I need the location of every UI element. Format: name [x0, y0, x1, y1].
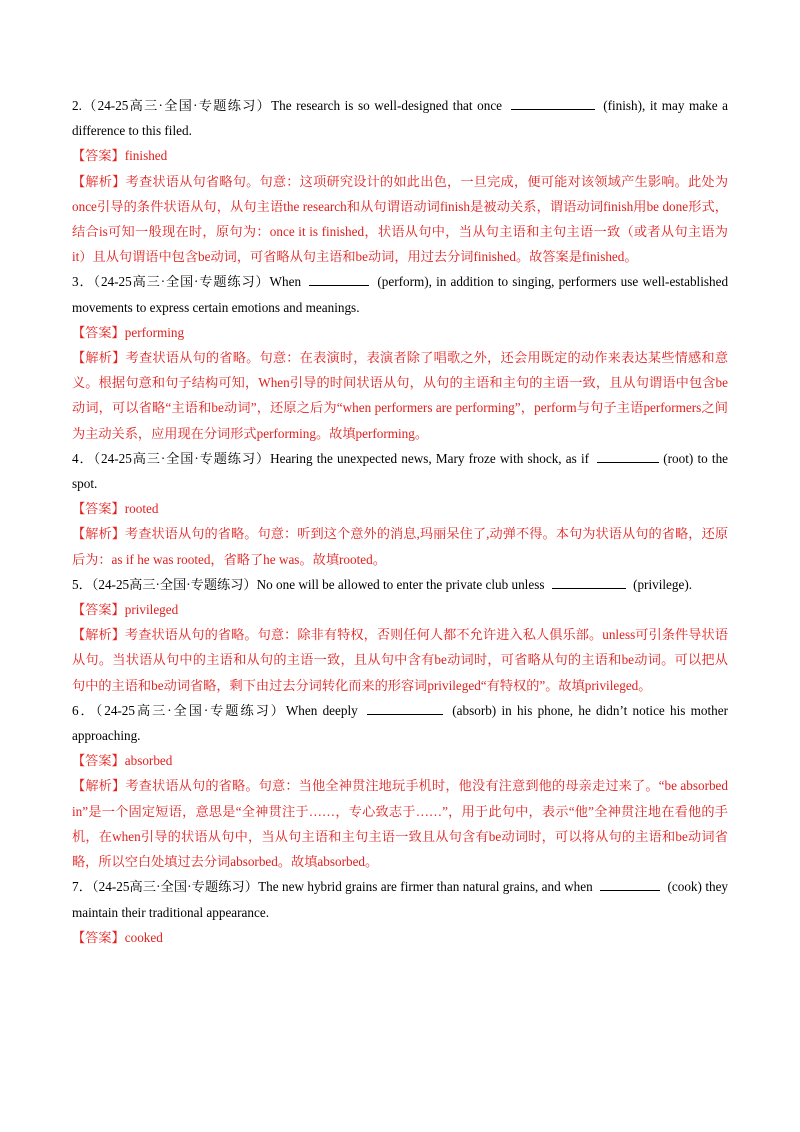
question-number: 5．	[72, 576, 92, 592]
stem-hint: (root) to the spot.	[72, 450, 729, 492]
answer-blank	[511, 96, 595, 110]
analysis-line	[72, 622, 728, 698]
worksheet-page	[72, 93, 728, 950]
stem-hint: (finish), it may make a difference to this filed.	[72, 98, 729, 139]
question-source: （24-25高三·全国·专题练习）	[93, 274, 270, 290]
answer-line	[72, 597, 728, 622]
question-number: 4．	[72, 450, 94, 466]
question-stem	[72, 572, 728, 597]
answer-line	[72, 925, 728, 950]
answer-tag: 【答案】	[72, 148, 125, 164]
analysis-text: 考查状语从句的省略。句意：在表演时，表演者除了唱歌之外，还会用既定的动作来表达某些情感和意义。根据句意和句子结构可知，When引导的时间状语从句，从句的主语和主句的主语一致，且从句谓语中包含be动词，可以省略“主语和be动词”，还原之后为“when performers are performing”，perform与句子主语performers之间为主动关系，应用现在分词形式performing。故填performing。	[72, 350, 729, 441]
answer-text: finished	[124, 148, 168, 164]
stem-hint: (cook) they maintain their traditional appearance.	[72, 879, 729, 920]
analysis-line	[72, 169, 728, 270]
analysis-tag: 【解析】	[72, 350, 126, 366]
question-4	[72, 446, 728, 572]
stem-hint: (absorb) in his phone, he didn’t notice his mother approaching.	[72, 702, 729, 744]
question-7	[72, 874, 728, 950]
question-source: （24-25高三·全国·专题练习）	[93, 450, 271, 466]
answer-blank	[367, 701, 443, 715]
stem-text: When deeply	[285, 702, 358, 718]
answer-tag: 【答案】	[72, 501, 125, 517]
analysis-line	[72, 345, 728, 446]
question-source: （24-25高三·全国·专题练习）	[95, 702, 286, 718]
answer-tag: 【答案】	[72, 324, 125, 340]
answer-line	[72, 320, 728, 345]
answer-blank	[600, 877, 660, 891]
answer-text: cooked	[124, 929, 163, 945]
question-stem	[72, 874, 728, 924]
answer-blank	[309, 272, 369, 286]
stem-hint: (privilege).	[633, 576, 693, 592]
question-6	[72, 698, 728, 874]
analysis-text: 考查状语从句的省略。句意：听到这个意外的消息,玛丽呆住了,动弹不得。本句为状语从句的省略，还原后为：as if he was rooted，省略了he was。故填rooted。	[72, 526, 729, 567]
stem-text: When	[269, 274, 302, 290]
question-number: 3．	[72, 274, 94, 290]
question-stem	[72, 446, 728, 496]
analysis-line	[72, 773, 728, 874]
answer-blank	[597, 449, 659, 463]
answer-tag: 【答案】	[72, 602, 125, 618]
answer-line	[72, 496, 728, 521]
question-2	[72, 93, 728, 269]
analysis-text: 考查状语从句的省略。句意：当他全神贯注地玩手机时，他没有注意到他的母亲走过来了。“be absorbed in”是一个固定短语，意思是“全神贯注于……，专心致志于……”，用于此句中，表示“他”全神贯注地在看他的手机，在when引导的状语从句中，当从句主语和主句主语一致且从句含有be动词时，可以将从句的主语和be动词省略，所以空白处填过去分词absorbed。故填absorbed。	[72, 778, 729, 870]
question-stem	[72, 269, 728, 319]
question-source: （24-25高三·全国·专题练习）	[81, 98, 272, 113]
answer-text: absorbed	[124, 753, 173, 769]
answer-line	[72, 748, 728, 773]
answer-tag: 【答案】	[72, 929, 125, 945]
question-number: 6．	[72, 702, 96, 718]
analysis-tag: 【解析】	[72, 627, 126, 643]
answer-line	[72, 143, 728, 168]
question-stem	[72, 698, 728, 748]
analysis-tag: 【解析】	[72, 526, 126, 542]
question-number: 7．	[72, 879, 92, 895]
question-stem	[72, 93, 728, 143]
analysis-tag: 【解析】	[72, 778, 126, 794]
answer-text: performing	[124, 324, 185, 340]
analysis-tag: 【解析】	[72, 173, 126, 189]
answer-text: privileged	[124, 602, 179, 618]
stem-hint: (perform), in addition to singing, performers use well-established movements to express certain emotions and meanings.	[72, 274, 729, 315]
analysis-line	[72, 521, 728, 571]
answer-blank	[552, 575, 626, 589]
question-5	[72, 572, 728, 698]
analysis-text: 考查状语从句省略句。句意：这项研究设计的如此出色，一旦完成，便可能对该领域产生影响。此处为once引导的条件状语从句，从句主语the research和从句谓语动词finish是被动关系，谓语动词finish用be done形式，结合is可知一般现在时，原句为：once it is finished，状语从句中，当从句主语和主句主语一致（或者从句主语为it）且从句谓语中包含be动词，可省略从句主语和be动词，用过去分词finished。故答案是finished。	[72, 173, 729, 265]
stem-text: No one will be allowed to enter the private club unless	[256, 576, 545, 592]
question-3	[72, 269, 728, 445]
stem-text: The new hybrid grains are firmer than natural grains, and when	[258, 879, 593, 895]
question-source: （24-25高三·全国·专题练习）	[91, 576, 257, 592]
analysis-text: 考查状语从句的省略。句意：除非有特权，否则任何人都不允许进入私人俱乐部。unless可引条件导状语从句。当状语从句中的主语和从句的主语一致，且从句中含有be动词时，可省略从句的主语和be动词。可以把从句中的主语和be动词省略，剩下由过去分词转化而来的形容词privileged“有特权的”。故填privileged。	[72, 627, 729, 693]
question-number: 2.	[72, 98, 82, 113]
answer-text: rooted	[124, 501, 159, 517]
stem-text: The research is so well-designed that once	[271, 98, 503, 113]
answer-tag: 【答案】	[72, 753, 125, 769]
question-source: （24-25高三·全国·专题练习）	[91, 879, 259, 895]
stem-text: Hearing the unexpected news, Mary froze with shock, as if	[270, 450, 590, 466]
